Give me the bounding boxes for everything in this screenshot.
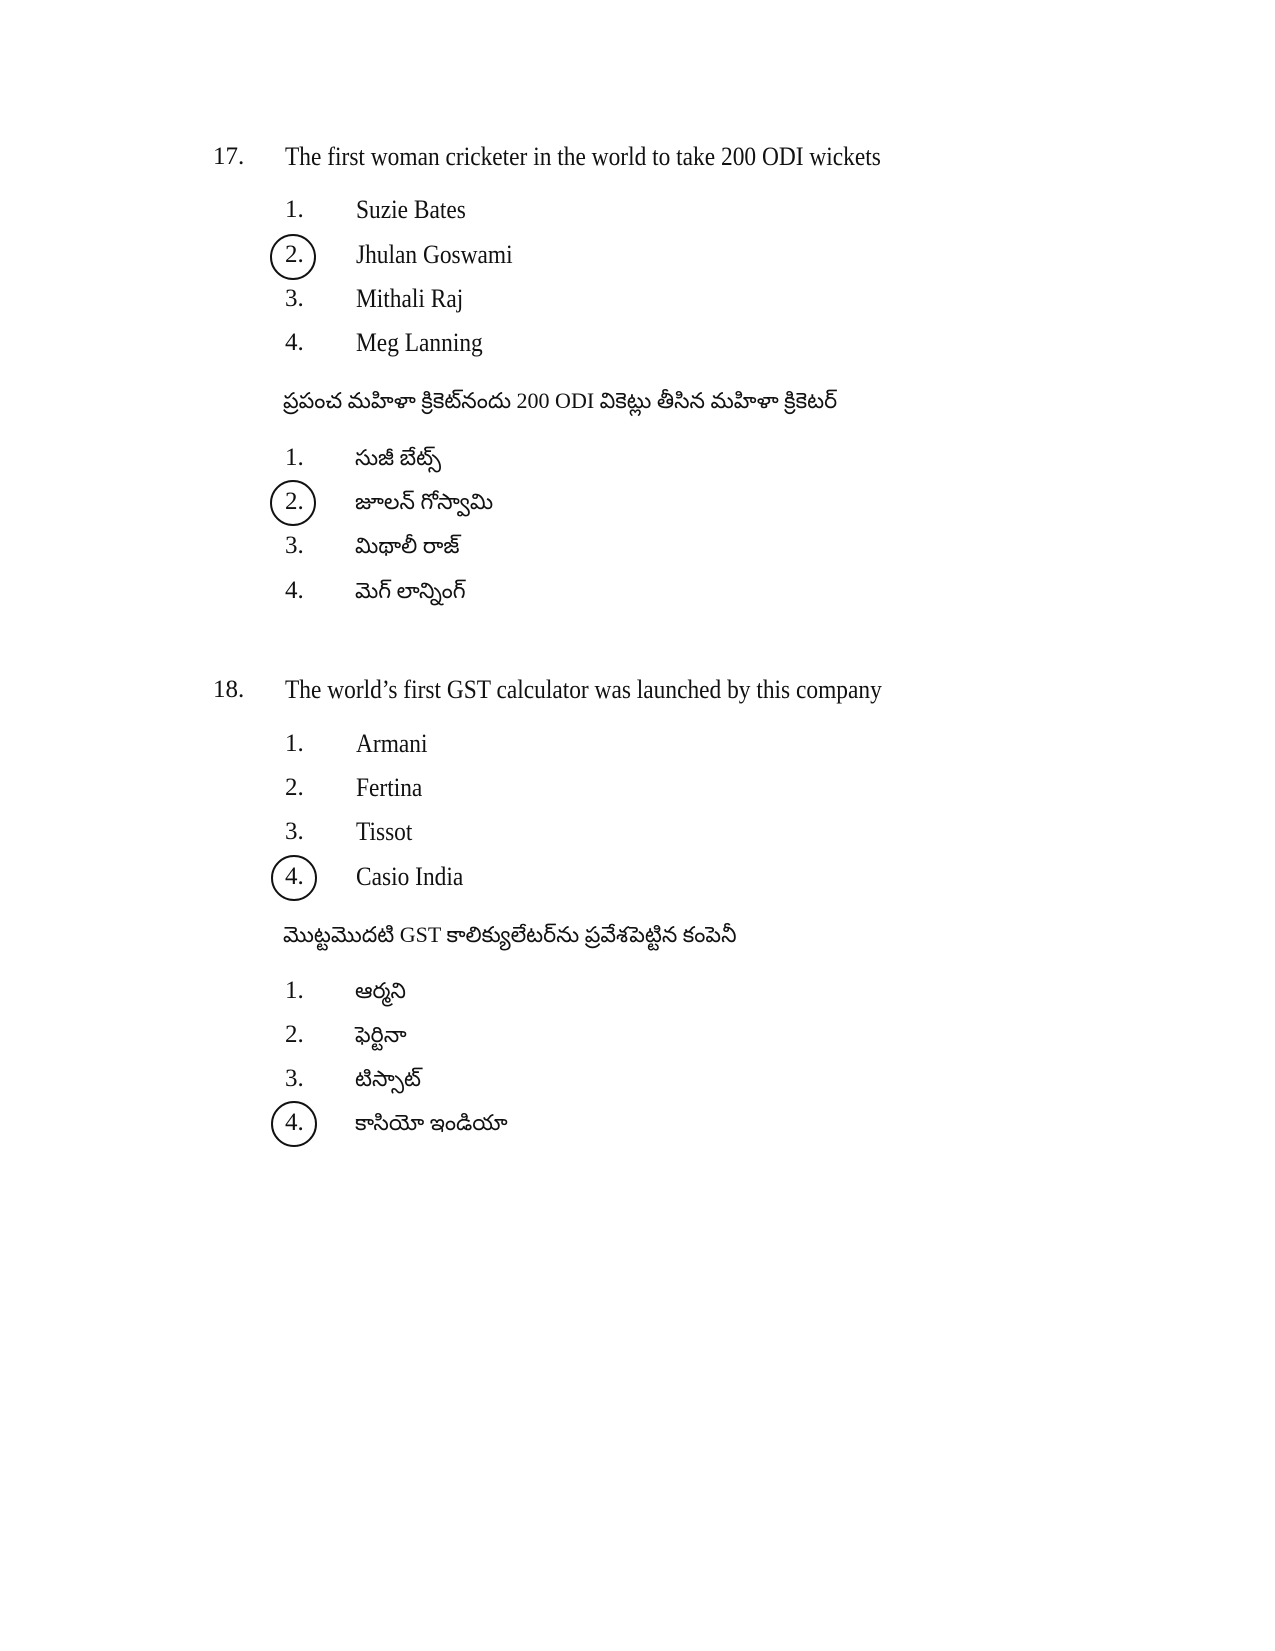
option-number: 3. bbox=[285, 818, 304, 845]
question-number: 18. bbox=[213, 676, 245, 703]
option-text: జూలన్ గోస్వామి bbox=[355, 489, 494, 514]
option-number: 2. bbox=[285, 488, 304, 515]
option-text: Casio India bbox=[356, 862, 464, 891]
option-text: ఫెర్టినా bbox=[355, 1022, 407, 1047]
option-text: కాసియో ఇండియా bbox=[355, 1110, 508, 1135]
question-text-te: మొట్టమొదటి GST కాలిక్యులేటర్‌ను ప్రవేశపెట్టిన కంపెనీ bbox=[283, 922, 737, 947]
option-text: Fertina bbox=[356, 773, 423, 802]
option-text: మెగ్ లాన్నింగ్ bbox=[355, 578, 466, 603]
question-number: 17. bbox=[213, 143, 245, 170]
option-number: 3. bbox=[285, 285, 304, 312]
option-text: సుజీ బేట్స్ bbox=[355, 445, 442, 470]
option-text: ఆర్మని bbox=[355, 978, 406, 1003]
option-number: 1. bbox=[285, 977, 304, 1004]
option-number: 1. bbox=[285, 444, 304, 471]
option-number: 4. bbox=[285, 577, 304, 604]
question-text-en: The world’s first GST calculator was launched by this company bbox=[285, 675, 882, 704]
option-number: 4. bbox=[285, 1109, 304, 1136]
option-number: 2. bbox=[285, 241, 304, 268]
option-text: Meg Lanning bbox=[356, 328, 483, 357]
option-text: Armani bbox=[356, 729, 428, 758]
option-text: Mithali Raj bbox=[356, 284, 464, 313]
option-text: Jhulan Goswami bbox=[356, 240, 513, 269]
option-number: 4. bbox=[285, 329, 304, 356]
question-text-en: The first woman cricketer in the world to take 200 ODI wickets bbox=[285, 142, 881, 171]
option-number: 2. bbox=[285, 774, 304, 801]
question-text-te: ప్రపంచ మహిళా క్రికెట్‌నందు 200 ODI వికెట్లు తీసిన మహిళా క్రికెటర్ bbox=[283, 388, 838, 413]
option-text: Tissot bbox=[356, 817, 413, 846]
option-text: టిస్సాట్ bbox=[355, 1066, 422, 1091]
option-number: 3. bbox=[285, 532, 304, 559]
option-number: 4. bbox=[285, 863, 304, 890]
option-number: 1. bbox=[285, 730, 304, 757]
option-text: మిథాలీ రాజ్ bbox=[355, 533, 460, 558]
option-number: 2. bbox=[285, 1021, 304, 1048]
option-number: 1. bbox=[285, 196, 304, 223]
option-text: Suzie Bates bbox=[356, 195, 466, 224]
option-number: 3. bbox=[285, 1065, 304, 1092]
